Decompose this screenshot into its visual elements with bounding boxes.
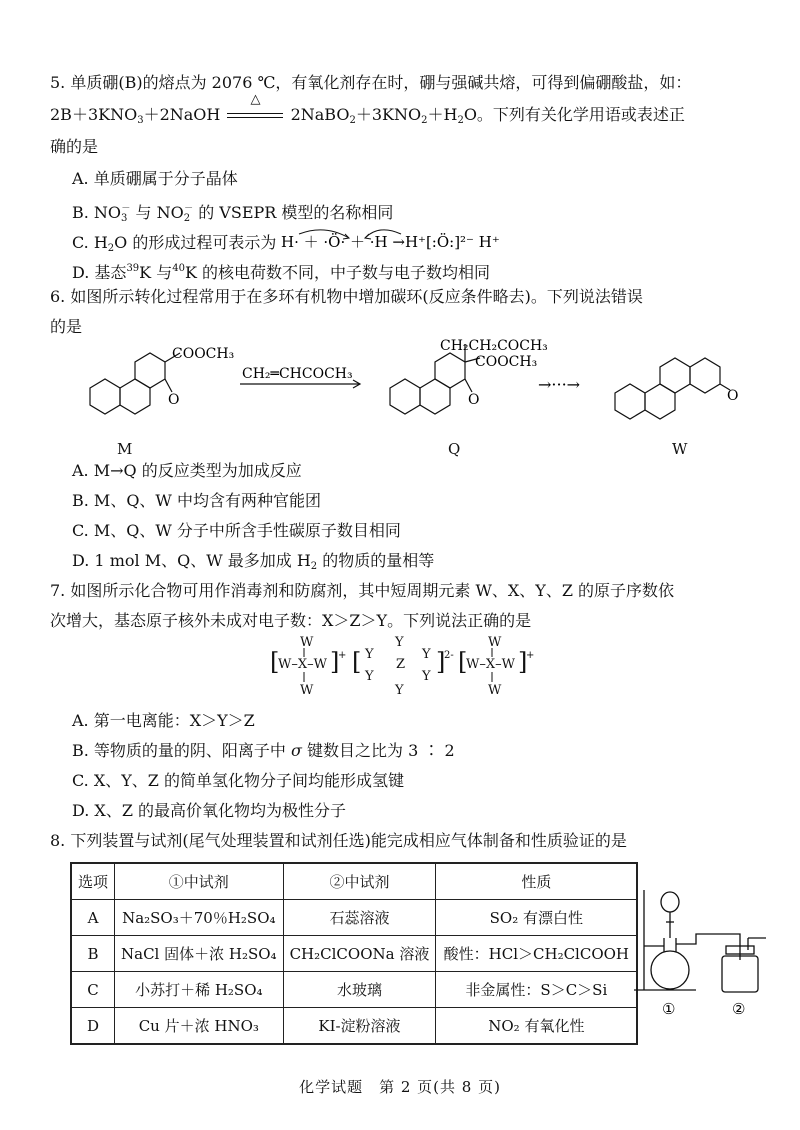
svg-text:[: [ <box>270 648 280 676</box>
q5-equation: $2B+3KNO_3+2NaOH$ △ $2NaBO_2+3KNO_2+H_2O$。下列有关化学用语或表述正 <box>50 104 685 132</box>
svg-text:W: W <box>488 635 502 650</box>
q5-stem-line3: 确的是 <box>50 137 99 156</box>
table-cell: CH₂ClCOONa 溶液 <box>283 936 436 972</box>
table-cell: 小苏打＋稀 H₂SO₄ <box>115 972 284 1008</box>
heat-condition: △ <box>250 92 261 107</box>
svg-text:2-: 2- <box>444 650 454 661</box>
svg-text:Z: Z <box>396 657 406 672</box>
q7-option-a: A. 第一电离能：X＞Y＞Z <box>72 711 255 730</box>
svg-text:W: W <box>488 683 502 698</box>
q5-option-a: A. 单质硼属于分子晶体 <box>72 169 238 188</box>
svg-text:[: [ <box>352 648 362 676</box>
reagent-label: CH₂═CHCOCH₃ <box>242 366 353 382</box>
table-cell: A <box>71 900 115 936</box>
table-row <box>71 1008 637 1045</box>
table-header: 选项 <box>71 863 115 900</box>
q6-option-c: C. M、Q、W 分子中所含手性碳原子数目相同 <box>72 521 401 540</box>
m-carbonyl-o: O <box>168 392 180 408</box>
table-header-row <box>71 863 637 900</box>
q5-option-b: B. $NO_3^-$ 与 $NO_2^-$ 的 VSEPR 模型的名称相同 <box>72 203 394 224</box>
table-cell: 非金属性：S＞C＞Si <box>436 972 638 1008</box>
svg-text:]: ] <box>330 648 340 676</box>
table-row <box>71 936 637 972</box>
q6-option-b: B. M、Q、W 中均含有两种官能团 <box>72 491 321 510</box>
page-footer: 化学试题 第 2 页(共 8 页) <box>299 1078 501 1096</box>
options-table <box>70 862 638 1045</box>
svg-text:]: ] <box>518 648 528 676</box>
compound-structure <box>270 632 570 698</box>
svg-text:+: + <box>526 650 535 661</box>
table-header: ①中试剂 <box>115 863 284 900</box>
svg-text:W–X–W: W–X–W <box>278 657 327 672</box>
table-cell: 石蕊溶液 <box>283 900 436 936</box>
table-cell: 水玻璃 <box>283 972 436 1008</box>
q7-stem-line1: 7. 如图所示化合物可用作消毒剂和防腐剂，其中短周期元素 W、X、Y、Z 的原子序数依 <box>50 581 675 600</box>
q5-option-d: D. 基态$^{39}$K 与$^{40}$K 的核电荷数不同，中子数与电子数均相同 <box>72 263 490 282</box>
table-cell: Na₂SO₃＋70％H₂SO₄ <box>115 900 284 936</box>
multi-step-arrow: →···→ <box>538 375 581 394</box>
table-cell: NO₂ 有氧化性 <box>436 1008 638 1045</box>
svg-text:Y: Y <box>422 669 431 684</box>
table-cell: B <box>71 936 115 972</box>
q-ester-group: COOCH₃ <box>475 354 538 370</box>
q7-stem-line2: 次增大，基态原子核外未成对电子数：X＞Z＞Y。下列说法正确的是 <box>50 611 532 630</box>
reaction-scheme <box>60 338 760 448</box>
vessel-label-2: ② <box>732 1000 746 1018</box>
q6-option-d: D. 1 mol M、Q、W 最多加成 $H_2$ 的物质的量相等 <box>72 551 435 572</box>
apparatus-diagram <box>626 880 776 1020</box>
q7-option-c: C. X、Y、Z 的简单氢化物分子间均能形成氢键 <box>72 771 405 790</box>
table-header: ②中试剂 <box>283 863 436 900</box>
svg-text:Y: Y <box>395 635 404 650</box>
table-row <box>71 972 637 1008</box>
svg-text:Y: Y <box>365 647 374 662</box>
q5-stem-line1: 5. 单质硼(B)的熔点为 2076 ℃，有氧化剂存在时，硼与强碱共熔，可得到偏硼酸盐，如： <box>50 73 692 92</box>
vessel-label-1: ① <box>662 1000 676 1018</box>
svg-text:W: W <box>300 635 314 650</box>
q7-option-b: B. 等物质的量的阴、阳离子中 σ 键数目之比为 3 ∶ 2 <box>72 741 455 760</box>
svg-text:Y: Y <box>365 669 374 684</box>
table-cell: Cu 片＋浓 HNO₃ <box>115 1008 284 1045</box>
q-carbonyl-o: O <box>468 392 480 408</box>
table-cell: KI-淀粉溶液 <box>283 1008 436 1045</box>
q6-stem-line2: 的是 <box>50 317 83 336</box>
svg-text:[: [ <box>458 648 468 676</box>
svg-text:]: ] <box>436 648 446 676</box>
table-cell: D <box>71 1008 115 1045</box>
label-m: M <box>117 440 133 458</box>
svg-text:H· ＋ ·Ö· ＋ ·H →H⁺[:Ö:]²⁻ H⁺: H· ＋ ·Ö· ＋ ·H →H⁺[:Ö:]²⁻ H⁺ <box>281 233 501 251</box>
q7-option-d: D. X、Z 的最高价氧化物均为极性分子 <box>72 801 347 820</box>
table-cell: NaCl 固体＋浓 H₂SO₄ <box>115 936 284 972</box>
q5-option-c: C. $H_2O$ 的形成过程可表示为 H· ＋ ·Ö· ＋ ·H →H⁺[:Ö:]²⁻ H⁺ <box>72 228 581 260</box>
q6-option-a: A. M→Q 的反应类型为加成反应 <box>72 461 302 480</box>
table-cell: SO₂ 有漂白性 <box>436 900 638 936</box>
table-cell: 酸性：HCl＞CH₂ClCOOH <box>436 936 638 972</box>
m-ester-group: COOCH₃ <box>172 346 235 362</box>
svg-text:W: W <box>300 683 314 698</box>
svg-text:+: + <box>338 650 347 661</box>
q6-stem-line1: 6. 如图所示转化过程常用于在多环有机物中增加碳环(反应条件略去)。下列说法错误 <box>50 287 643 306</box>
svg-text:Y: Y <box>395 683 404 698</box>
q8-stem: 8. 下列装置与试剂(尾气处理装置和试剂任选)能完成相应气体制备和性质验证的是 <box>50 831 627 850</box>
table-row <box>71 900 637 936</box>
w-carbonyl-o: O <box>727 388 739 404</box>
water-formation-diagram <box>281 228 581 254</box>
q-side-chain: CH₂CH₂COCH₃ <box>440 338 548 354</box>
svg-text:Y: Y <box>422 647 431 662</box>
table-cell: C <box>71 972 115 1008</box>
label-w: W <box>672 440 688 458</box>
table-header: 性质 <box>436 863 638 900</box>
label-q: Q <box>448 440 461 458</box>
svg-text:W–X–W: W–X–W <box>466 657 515 672</box>
